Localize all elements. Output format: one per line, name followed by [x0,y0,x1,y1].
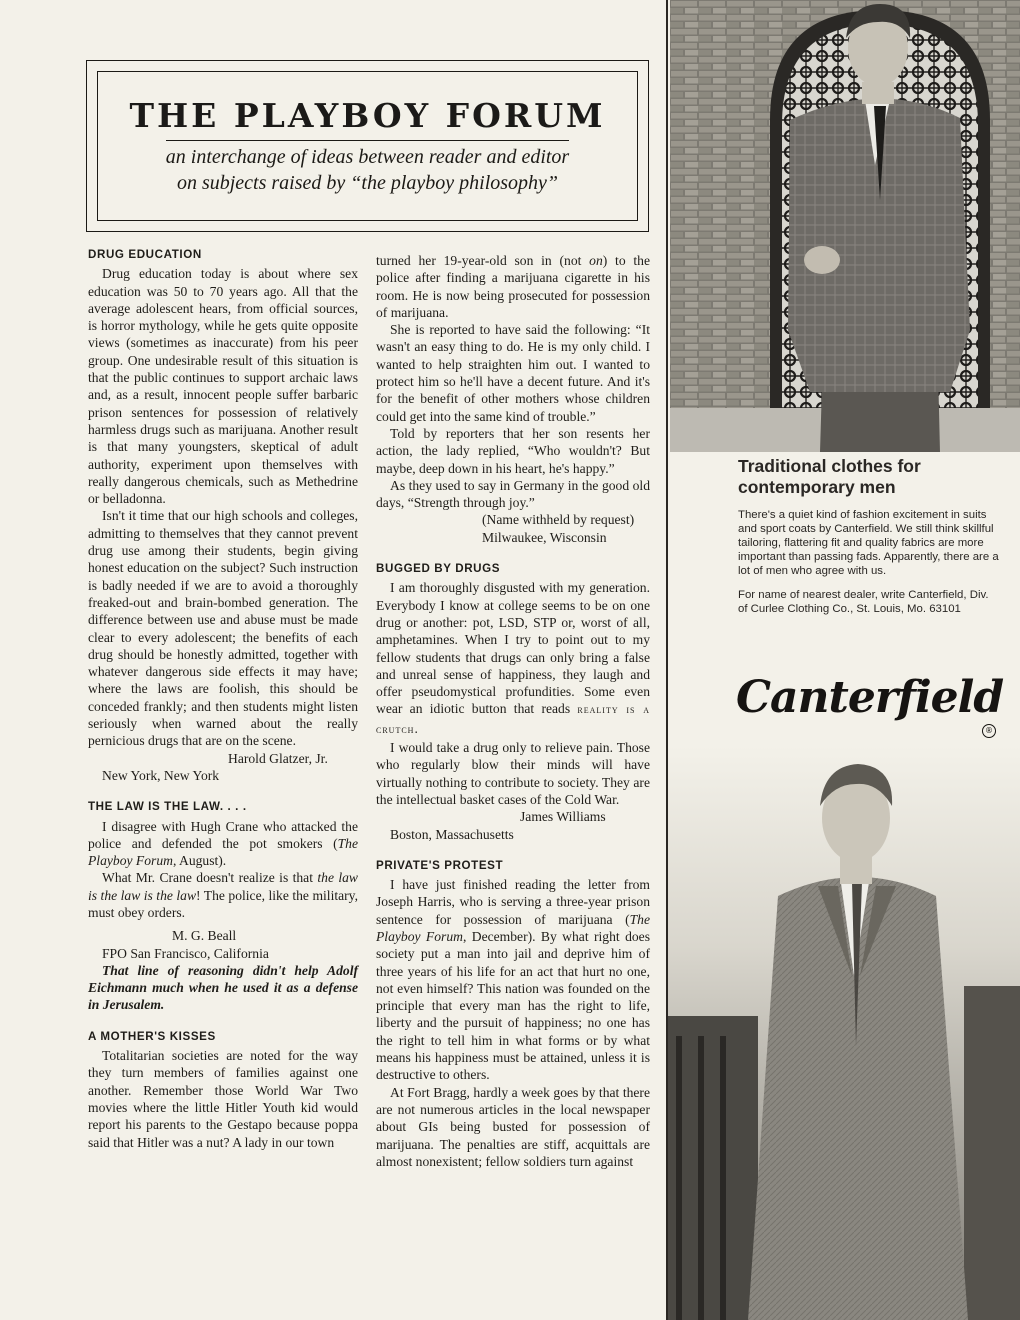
letter-paragraph: Isn't it time that our high schools and colleges, admitting to themselves that they cannot prevent drug use among their students, begin giving honest education on the subject? Such instruction is badly needed if we are to avoid a thoroughly freaked-out and brain-bombed generation. The difference between use and abuse must be made clear to every adolescent; the benefits of each drug should be honestly admitted, together with whatever dangerous side effects it may have; where the laws are foolish, this should be conceded frankly; and then students might listen seriously when warned about the really pernicious drugs that are on the scene. [88,508,358,749]
forum-header-box [86,60,649,232]
letter-paragraph: At Fort Bragg, hardly a week goes by that there are not numerous articles in the local newspaper about GIs being busted for possession of marijuana. The penalties are stiff, acquittals are almost nonexistent; fellow soldiers turn against [376,1084,650,1169]
signature-place: Boston, Massachusetts [390,826,514,842]
text-run: turned her 19-year-old son in (not [376,253,590,268]
signature-place: FPO San Francisco, California [102,945,269,961]
letter-heading-kisses: A MOTHER'S KISSES [88,1029,216,1043]
emphasis-text: on [589,253,603,268]
ad-paragraph: There's a quiet kind of fashion excitement in suits and sport coats by Canterfield. We still think skillful tailoring, flattering fit and quality fabrics are more important than passing fads. Apparently, there are a lot of men who agree with us. [738,509,999,577]
letter-heading-drug-education: DRUG EDUCATION [88,248,202,261]
ad-photo-man-at-gate [670,0,1020,452]
text-run: ! The police, like the military, must obey orders. [88,887,358,920]
signature-name: (Name withheld by request) [482,512,635,528]
text-run: ) to the police after finding a marijuana cigarette in his room. He is now being prosecuted for possession of marijuana. [376,253,651,320]
ad-dealer-info: For name of nearest dealer, write Canterfield, Div. of Curlee Clothing Co., St. Louis, Mo. 63101 [738,589,989,615]
signature-name: M. G. Beall [172,928,237,944]
letter-heading-bugged: BUGGED BY DRUGS [376,562,501,576]
ad-headline: Traditional clothes for contemporary men [738,456,921,497]
publication-reference: The Playboy Forum [88,835,358,869]
editor-reply: That line of reasoning didn't help Adolf Eichmann much when he used it as a defense in Jerusalem. [88,962,358,1013]
text-run: I disagree with Hugh Crane who attacked the police and defended the pot smokers ( [88,818,358,851]
registered-mark: ® [982,724,996,738]
letter-paragraph [376,876,650,1084]
signature-place: New York, New York [102,767,220,783]
title-rule [166,140,569,141]
emphasis-text: the law is the law is the law [88,870,358,903]
signature-place: Milwaukee, Wisconsin [482,529,607,545]
letter-paragraph [376,579,650,739]
letter-heading-private: PRIVATE'S PROTEST [376,858,504,872]
letter-paragraph: Totalitarian societies are noted for the way they turn members of families against one another. Remember those World War Two movies where the little Hitler Youth kid would report his parents to the Gestapo because poppa said that Hitler was a nut? A lady in our town [88,1048,358,1150]
ad-body-copy [738,508,1000,626]
text-run: , December). By what right does society put a man into jail and deprive him of three years of his life for an act that hurt no one, not even himself? This nation was founded on the principle that every man has the right to life, liberty and the pursuit of happiness; no one has the right to tell him in what forms or by what means his happiness must be attained, unless it is destructive to others. [376,928,650,1083]
text-run: What Mr. Crane doesn't realize is that [102,870,318,886]
letter-paragraph: She is reported to have said the following: “It wasn't an easy thing to do. He is my only child. I wanted to help straighten him out. I wanted to protect him so he'll have a decent future. And it's for the benefit of other mothers whose children could get into the same kind of trouble.” [376,322,650,424]
ad-photo-man-in-suit [668,746,1020,1320]
letter-paragraph: As they used to say in Germany in the good old days, “Strength through joy.” [376,477,650,511]
text-run: I am thoroughly disgusted with my generation. Everybody I know at college seems to be on one drug or another: pot, LSD, STP or, worst of all, amphetamines. When I try to point out to my fellow students that drugs can only bring a false and unreal sense of happiness, they laugh and offer pseudomystical profundities. Some even wear an idiotic button that reads [376,580,650,717]
letter-paragraph [88,869,358,921]
letter-paragraph: Told by reporters that her son resents her action, the lady replied, “Who wouldn't? But maybe, deep down in his heart, he's happy.” [376,425,650,476]
article-column-2 [376,252,650,1170]
letter-paragraph [376,252,650,321]
publication-reference: The Playboy Forum [376,911,650,944]
subtitle-line-1: an interchange of ideas between reader and editor [165,146,570,168]
letter-paragraph: Drug education today is about where sex education was 50 to 70 years ago. All that the average adolescent hears, from official sources, is horror mythology, while he gets quite opposite views (sometimes as inaccurate) from his peer group. One undesirable result of this situation is that the public continues to support archaic laws and, as a result, innocent people suffer barbaric prison sentences for possession of relatively harmless drugs such as marijuana. Another result is that many youngsters, skeptical of adult authority, experiment upon themselves with really dangerous chemicals, such as Methedrine or belladonna. [88,266,358,507]
letter-paragraph [88,818,358,870]
letter-heading-law: THE LAW IS THE LAW. . . . [88,800,247,814]
forum-header-inner-border [97,71,638,221]
signature-name: James Williams [520,809,606,825]
text-run: I have just finished reading the letter from Joseph Harris, who is serving a three-year prison sentence for possession of marijuana ( [376,877,650,927]
letter-paragraph: I would take a drug only to relieve pain. Those who regularly blow their minds will have virtually nothing to contribute to society. They are the intellectual basket cases of the Cold War. [376,740,650,807]
button-slogan: reality is a crutch [376,704,650,736]
text-run: , August). [172,853,227,869]
brand-logo: Canterfield [736,672,1004,723]
text-run: . [414,720,418,736]
article-column-1 [88,246,358,1151]
signature-name: Harold Glatzer, Jr. [228,750,328,766]
page-title: THE PLAYBOY FORUM [129,96,606,135]
subtitle-line-2: on subjects raised by “the playboy philosophy” [176,172,559,194]
